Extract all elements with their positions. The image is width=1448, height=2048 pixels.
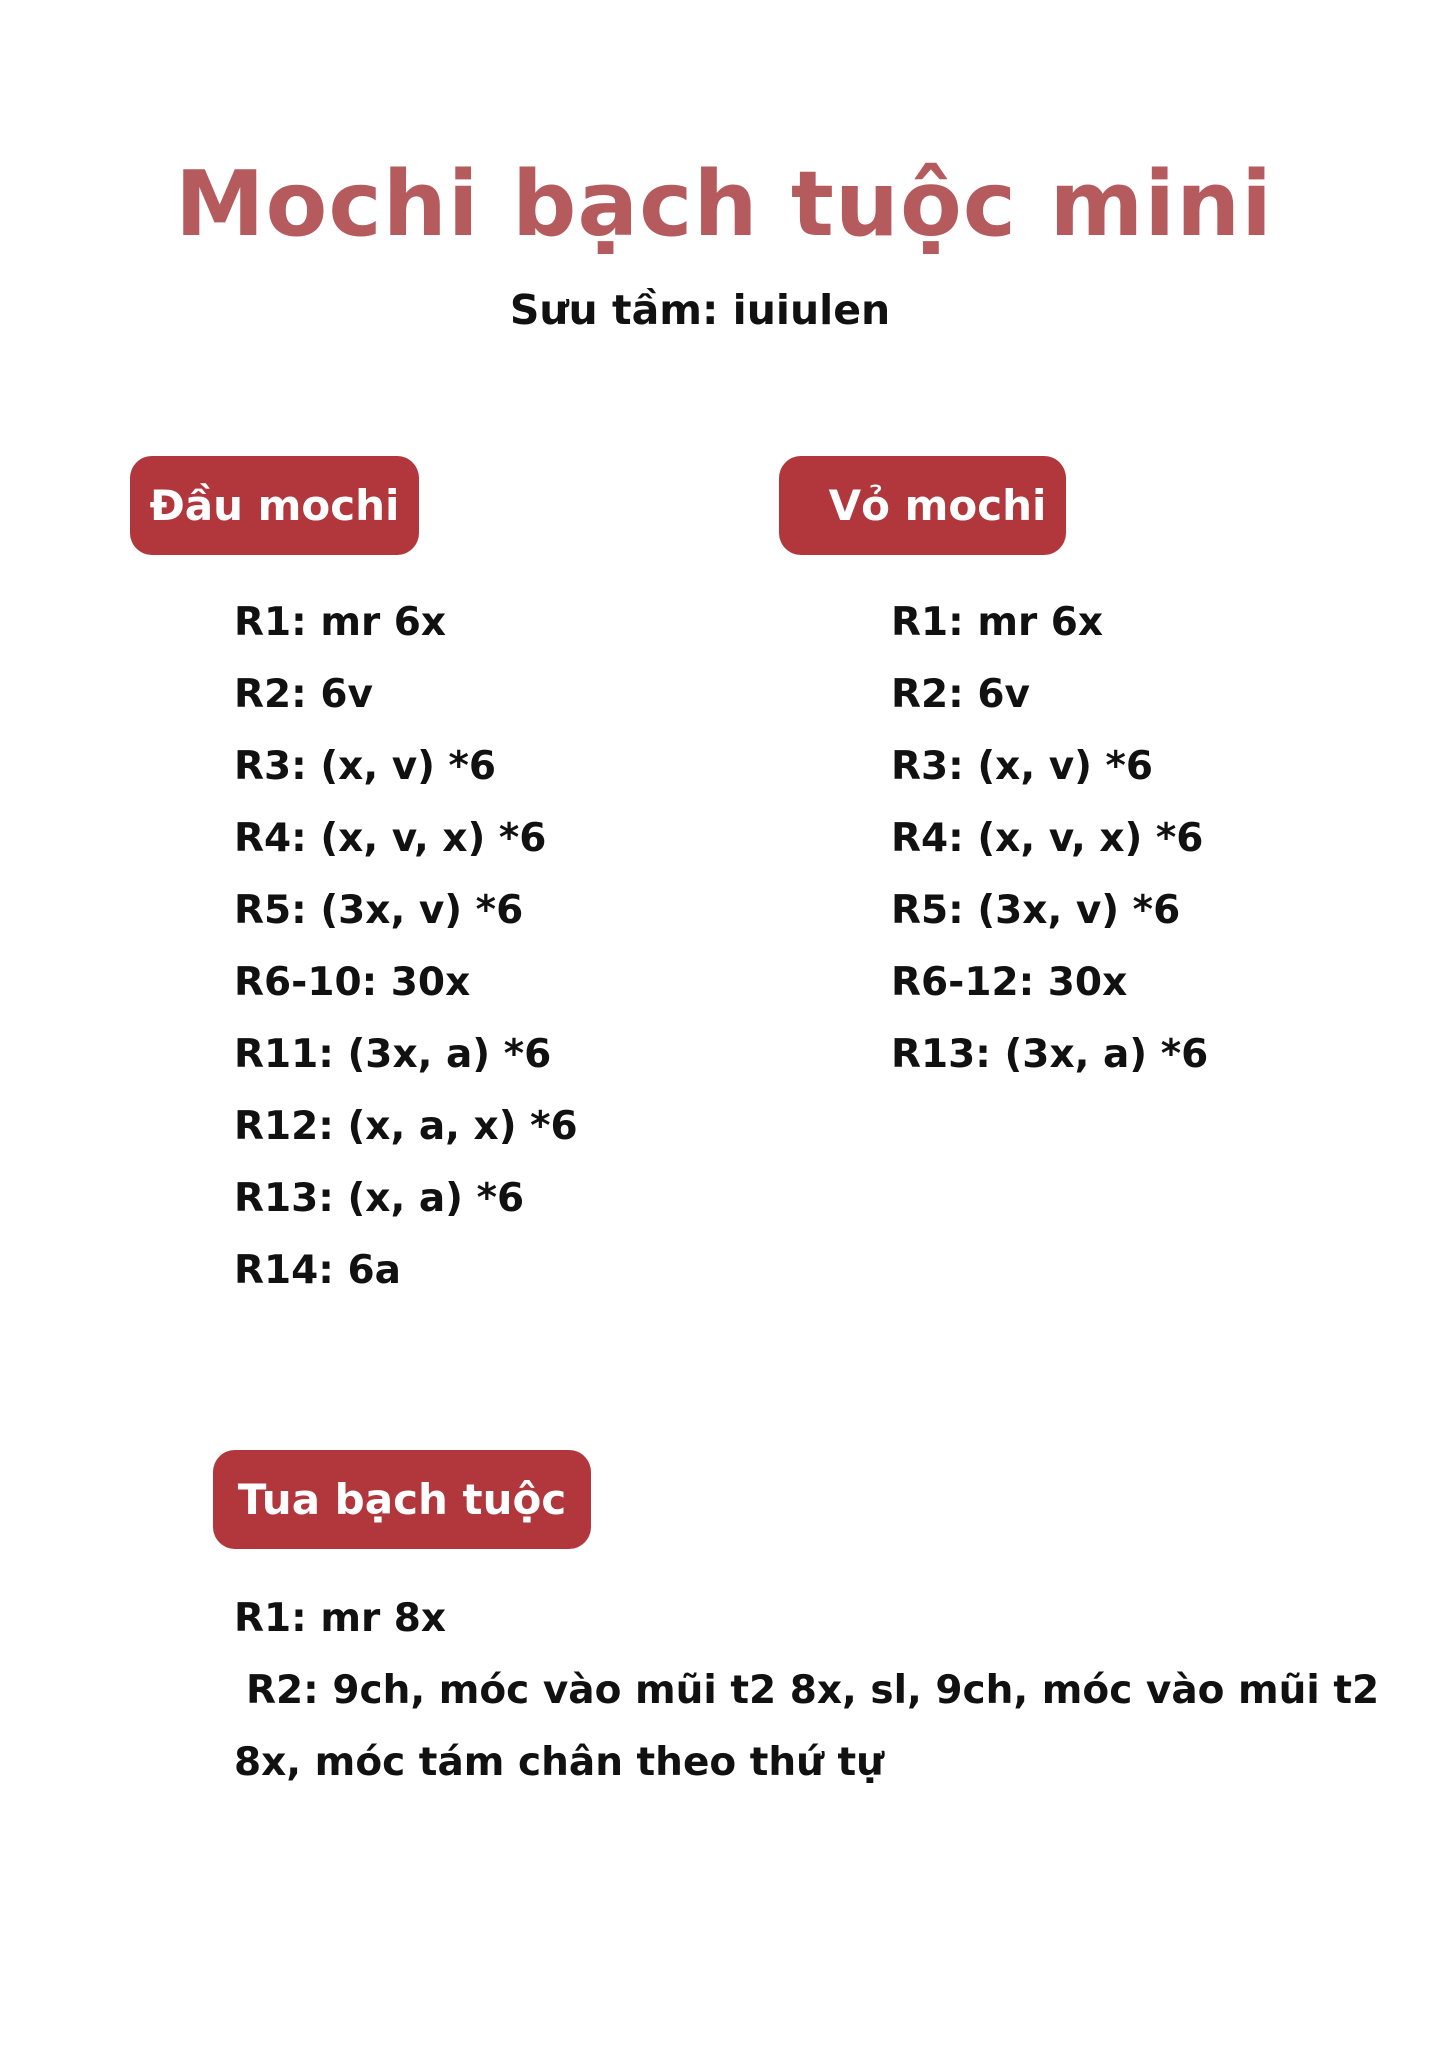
pattern-row: R4: (x, v, x) *6 xyxy=(891,816,1204,861)
section-label-shell: Vỏ mochi xyxy=(779,456,1066,555)
head-pattern-list xyxy=(234,587,578,1307)
pattern-row: R5: (3x, v) *6 xyxy=(234,888,524,933)
pattern-row: R6-10: 30x xyxy=(234,960,471,1005)
pattern-row: R1: mr 6x xyxy=(891,600,1104,645)
pattern-row: R12: (x, a, x) *6 xyxy=(234,1104,578,1149)
pattern-row: R1: mr 6x xyxy=(234,600,447,645)
pattern-row: R1: mr 8x xyxy=(234,1596,447,1641)
pattern-row: R3: (x, v) *6 xyxy=(891,744,1154,789)
pattern-row: R5: (3x, v) *6 xyxy=(891,888,1181,933)
pattern-row: R11: (3x, a) *6 xyxy=(234,1032,552,1077)
page-subtitle: Sưu tầm: iuiulen xyxy=(509,286,891,334)
pattern-row: R13: (3x, a) *6 xyxy=(891,1032,1209,1077)
pattern-row: R6-12: 30x xyxy=(891,960,1128,1005)
page-title: Mochi bạch tuộc mini xyxy=(174,152,1274,257)
shell-pattern-list xyxy=(891,587,1208,1091)
section-label-head: Đầu mochi xyxy=(130,456,419,555)
tentacle-pattern-list xyxy=(234,1583,1379,1799)
pattern-row: R2: 6v xyxy=(891,672,1030,717)
pattern-row: R4: (x, v, x) *6 xyxy=(234,816,547,861)
pattern-row: R2: 6v xyxy=(234,672,373,717)
pattern-row: R13: (x, a) *6 xyxy=(234,1176,525,1221)
pattern-row: R3: (x, v) *6 xyxy=(234,744,497,789)
pattern-row: 8x, móc tám chân theo thứ tự xyxy=(234,1740,884,1785)
section-label-tentacle: Tua bạch tuộc xyxy=(213,1450,591,1549)
pattern-row: R14: 6a xyxy=(234,1248,401,1293)
pattern-row: R2: 9ch, móc vào mũi t2 8x, sl, 9ch, móc vào mũi t2 xyxy=(246,1668,1380,1713)
